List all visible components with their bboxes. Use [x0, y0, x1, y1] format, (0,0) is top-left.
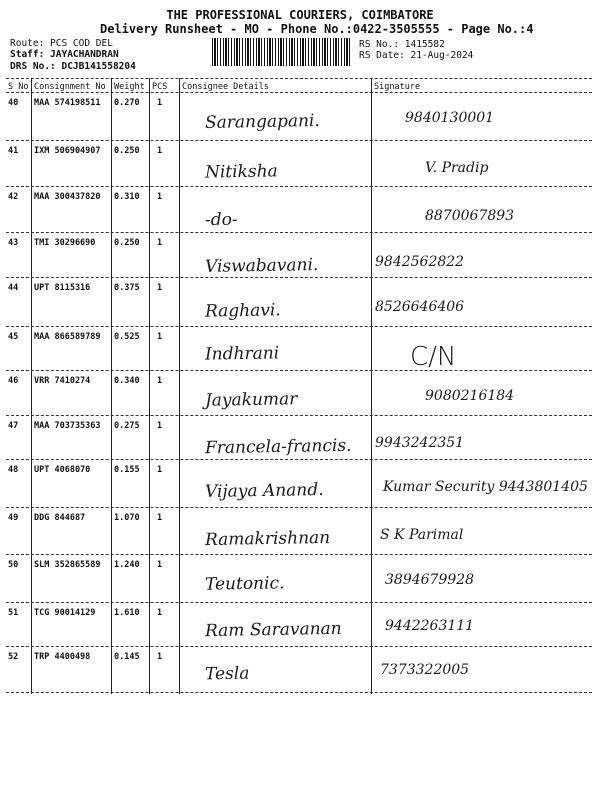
rs-number: RS No.: 1415582	[359, 39, 445, 50]
row-sno: 44	[8, 283, 19, 293]
row-divider	[6, 186, 592, 187]
drs-number: DRS No.: DCJB141558204	[10, 61, 136, 72]
row-sno: 51	[8, 608, 19, 618]
row-signature: 9840130001	[405, 110, 495, 126]
row-pcs: 1	[157, 513, 163, 523]
row-pcs: 1	[157, 192, 163, 202]
row-consignee-name: Jayakumar	[204, 389, 298, 411]
row-weight: 0.275	[114, 421, 140, 431]
row-signature: 7373322005	[380, 662, 470, 678]
row-sno: 40	[8, 98, 19, 108]
col-header-signature: Signature	[374, 82, 421, 92]
rs-date: RS Date: 21-Aug-2024	[359, 50, 474, 61]
row-consignment-no: VRR 7410274	[34, 376, 91, 386]
row-weight: 0.155	[114, 465, 140, 475]
barcode	[212, 38, 352, 66]
row-consignment-no: TRP 4400498	[34, 652, 91, 662]
row-divider	[6, 326, 592, 327]
row-consignee-name: Ram Saravanan	[204, 618, 342, 642]
row-consignment-no: DDG 844687	[34, 513, 86, 523]
col-header-sno: S No	[8, 82, 29, 92]
row-consignment-no: TCG 90014129	[34, 608, 96, 618]
runsheet-title: Delivery Runsheet - MO - Phone No.:0422-3505555 - Page No.:4	[100, 22, 534, 36]
row-signature: C/N	[410, 342, 457, 372]
row-consignee-name: Viswabavani.	[204, 255, 319, 277]
row-consignment-no: SLM 352865589	[34, 560, 101, 570]
row-sno: 43	[8, 238, 19, 248]
row-pcs: 1	[157, 421, 163, 431]
row-divider	[6, 140, 592, 141]
row-consignment-no: UPT 8115316	[34, 283, 91, 293]
row-pcs: 1	[157, 465, 163, 475]
row-consignee-name: Ramakrishnan	[204, 527, 331, 551]
row-sno: 42	[8, 192, 19, 202]
col-header-pcs: PCS	[152, 82, 168, 92]
row-consignment-no: MAA 703735363	[34, 421, 101, 431]
row-pcs: 1	[157, 238, 163, 248]
route-label: Route: PCS COD DEL	[10, 38, 113, 49]
row-signature: S K Parimal	[380, 527, 464, 543]
row-divider	[6, 646, 592, 647]
row-weight: 0.525	[114, 332, 140, 342]
row-pcs: 1	[157, 608, 163, 618]
row-consignee-name: Indhrani	[204, 343, 280, 365]
row-weight: 0.340	[114, 376, 140, 386]
row-pcs: 1	[157, 98, 163, 108]
row-sno: 45	[8, 332, 19, 342]
row-weight: 1.070	[114, 513, 140, 523]
row-consignee-name: Sarangapani.	[204, 110, 320, 134]
row-signature: V. Pradip	[425, 160, 489, 176]
staff-label: Staff: JAYACHANDRAN	[10, 49, 119, 60]
col-header-consignee: Consignee Details	[182, 82, 269, 92]
row-divider	[6, 415, 592, 416]
row-consignee-name: Tesla	[204, 663, 250, 685]
row-consignment-no: MAA 574198511	[34, 98, 101, 108]
row-signature: 3894679928	[385, 572, 475, 588]
row-sno: 48	[8, 465, 19, 475]
row-sno: 41	[8, 146, 19, 156]
row-consignment-no: IXM 506904907	[34, 146, 101, 156]
row-sno: 50	[8, 560, 19, 570]
row-weight: 0.270	[114, 98, 140, 108]
row-signature: 9080216184	[425, 388, 515, 404]
row-divider	[6, 370, 592, 371]
row-divider	[6, 692, 592, 693]
row-pcs: 1	[157, 332, 163, 342]
row-pcs: 1	[157, 376, 163, 386]
row-sno: 52	[8, 652, 19, 662]
row-signature: 8870067893	[425, 208, 515, 224]
header-rule	[6, 92, 592, 93]
row-consignment-no: UPT 4068070	[34, 465, 91, 475]
row-consignee-name: Vijaya Anand.	[204, 479, 324, 503]
row-sno: 46	[8, 376, 19, 386]
row-sno: 47	[8, 421, 19, 431]
row-consignee-name: Teutonic.	[204, 573, 285, 595]
row-sno: 49	[8, 513, 19, 523]
company-title: THE PROFESSIONAL COURIERS, COIMBATORE	[166, 8, 434, 22]
col-header-consignment: Consignment No	[34, 82, 106, 92]
row-divider	[6, 602, 592, 603]
row-divider	[6, 232, 592, 233]
row-divider	[6, 507, 592, 508]
row-weight: 0.145	[114, 652, 140, 662]
row-pcs: 1	[157, 283, 163, 293]
row-pcs: 1	[157, 146, 163, 156]
row-signature: 8526646406	[375, 299, 465, 315]
col-header-weight: Weight	[114, 82, 145, 92]
row-signature: Kumar Security 9443801405	[383, 479, 588, 495]
row-divider	[6, 459, 592, 460]
row-divider	[6, 277, 592, 278]
row-divider	[6, 554, 592, 555]
row-consignment-no: MAA 300437820	[34, 192, 101, 202]
row-weight: 0.250	[114, 238, 140, 248]
row-weight: 1.610	[114, 608, 140, 618]
table-top-rule	[6, 78, 592, 79]
row-weight: 0.375	[114, 283, 140, 293]
row-pcs: 1	[157, 560, 163, 570]
row-signature: 9442263111	[385, 618, 475, 634]
row-weight: 1.240	[114, 560, 140, 570]
row-consignment-no: TMI 30296690	[34, 238, 96, 248]
row-weight: 0.310	[114, 192, 140, 202]
row-consignee-name: Francela-francis.	[204, 435, 352, 459]
row-signature: 9943242351	[375, 435, 465, 451]
row-signature: 9842562822	[375, 254, 465, 270]
row-consignee-name: -do-	[204, 209, 238, 231]
row-weight: 0.250	[114, 146, 140, 156]
row-pcs: 1	[157, 652, 163, 662]
row-consignment-no: MAA 866589789	[34, 332, 101, 342]
row-consignee-name: Raghavi.	[204, 300, 281, 322]
row-consignee-name: Nitiksha	[204, 161, 278, 183]
